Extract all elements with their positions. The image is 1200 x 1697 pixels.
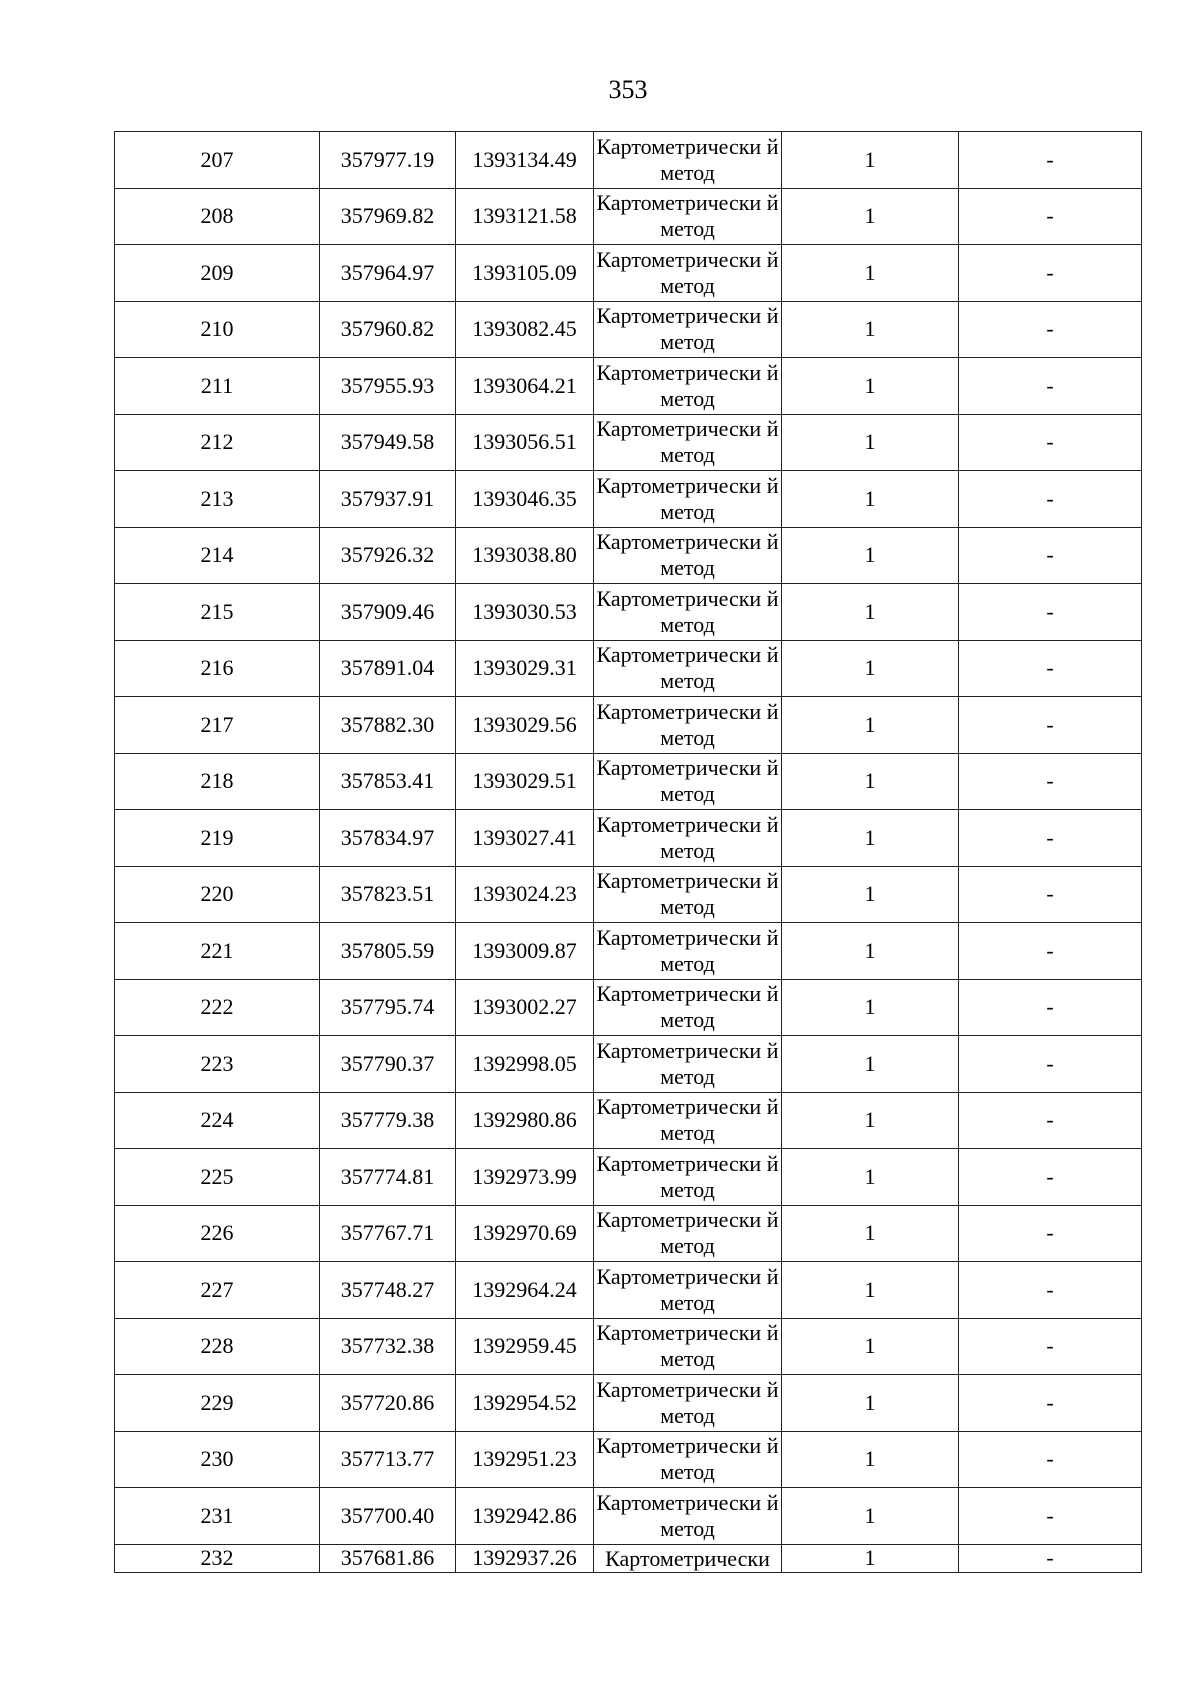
table-row	[115, 697, 1142, 754]
method-cell: Картометрически й метод	[594, 1488, 782, 1545]
x-coordinate-cell: 357891.04	[320, 640, 456, 697]
table-row	[115, 1544, 1142, 1572]
point-number-cell: 209	[115, 245, 320, 302]
note-cell: -	[959, 584, 1142, 641]
x-coordinate-cell: 357949.58	[320, 414, 456, 471]
table-row	[115, 923, 1142, 980]
table-row	[115, 188, 1142, 245]
y-coordinate-cell: 1392959.45	[456, 1318, 594, 1375]
note-cell: -	[959, 301, 1142, 358]
y-coordinate-cell: 1393029.56	[456, 697, 594, 754]
accuracy-cell: 1	[782, 1318, 959, 1375]
method-cell: Картометрически й метод	[594, 188, 782, 245]
x-coordinate-cell: 357955.93	[320, 358, 456, 415]
method-cell: Картометрически й метод	[594, 640, 782, 697]
table-row	[115, 471, 1142, 528]
point-number-cell: 220	[115, 866, 320, 923]
table-row	[115, 1149, 1142, 1206]
x-coordinate-cell: 357748.27	[320, 1262, 456, 1319]
accuracy-cell: 1	[782, 1375, 959, 1432]
note-cell: -	[959, 1431, 1142, 1488]
y-coordinate-cell: 1392973.99	[456, 1149, 594, 1206]
note-cell: -	[959, 1036, 1142, 1093]
y-coordinate-cell: 1392980.86	[456, 1092, 594, 1149]
method-cell: Картометрически й метод	[594, 1431, 782, 1488]
accuracy-cell: 1	[782, 810, 959, 867]
point-number-cell: 221	[115, 923, 320, 980]
accuracy-cell: 1	[782, 132, 959, 189]
point-number-cell: 215	[115, 584, 320, 641]
note-cell: -	[959, 1262, 1142, 1319]
method-cell: Картометрически й метод	[594, 584, 782, 641]
x-coordinate-cell: 357774.81	[320, 1149, 456, 1206]
point-number-cell: 217	[115, 697, 320, 754]
accuracy-cell: 1	[782, 584, 959, 641]
note-cell: -	[959, 697, 1142, 754]
table-row	[115, 1431, 1142, 1488]
y-coordinate-cell: 1393030.53	[456, 584, 594, 641]
accuracy-cell: 1	[782, 640, 959, 697]
y-coordinate-cell: 1392942.86	[456, 1488, 594, 1545]
accuracy-cell: 1	[782, 1149, 959, 1206]
y-coordinate-cell: 1393029.51	[456, 753, 594, 810]
table-row	[115, 979, 1142, 1036]
point-number-cell: 219	[115, 810, 320, 867]
note-cell: -	[959, 923, 1142, 980]
y-coordinate-cell: 1393105.09	[456, 245, 594, 302]
x-coordinate-cell: 357977.19	[320, 132, 456, 189]
table-row	[115, 358, 1142, 415]
table-row	[115, 1036, 1142, 1093]
x-coordinate-cell: 357713.77	[320, 1431, 456, 1488]
point-number-cell: 224	[115, 1092, 320, 1149]
accuracy-cell: 1	[782, 245, 959, 302]
point-number-cell: 226	[115, 1205, 320, 1262]
note-cell: -	[959, 1092, 1142, 1149]
method-cell: Картометрически й метод	[594, 1318, 782, 1375]
point-number-cell: 228	[115, 1318, 320, 1375]
coordinates-table	[114, 131, 1142, 1573]
accuracy-cell: 1	[782, 471, 959, 528]
table-row	[115, 1262, 1142, 1319]
x-coordinate-cell: 357926.32	[320, 527, 456, 584]
method-cell: Картометрически й метод	[594, 810, 782, 867]
note-cell: -	[959, 1488, 1142, 1545]
y-coordinate-cell: 1392937.26	[456, 1544, 594, 1572]
y-coordinate-cell: 1392964.24	[456, 1262, 594, 1319]
x-coordinate-cell: 357964.97	[320, 245, 456, 302]
x-coordinate-cell: 357823.51	[320, 866, 456, 923]
y-coordinate-cell: 1393024.23	[456, 866, 594, 923]
y-coordinate-cell: 1393027.41	[456, 810, 594, 867]
point-number-cell: 207	[115, 132, 320, 189]
y-coordinate-cell: 1393082.45	[456, 301, 594, 358]
accuracy-cell: 1	[782, 1092, 959, 1149]
accuracy-cell: 1	[782, 753, 959, 810]
x-coordinate-cell: 357960.82	[320, 301, 456, 358]
method-cell: Картометрически й метод	[594, 471, 782, 528]
note-cell: -	[959, 188, 1142, 245]
accuracy-cell: 1	[782, 1431, 959, 1488]
method-cell: Картометрически й метод	[594, 1036, 782, 1093]
table-row	[115, 414, 1142, 471]
y-coordinate-cell: 1393038.80	[456, 527, 594, 584]
accuracy-cell: 1	[782, 1488, 959, 1545]
point-number-cell: 232	[115, 1544, 320, 1572]
y-coordinate-cell: 1393046.35	[456, 471, 594, 528]
accuracy-cell: 1	[782, 1036, 959, 1093]
point-number-cell: 227	[115, 1262, 320, 1319]
table-row	[115, 1375, 1142, 1432]
method-cell: Картометрически й метод	[594, 1262, 782, 1319]
table-row	[115, 301, 1142, 358]
table-row	[115, 1488, 1142, 1545]
note-cell: -	[959, 810, 1142, 867]
x-coordinate-cell: 357909.46	[320, 584, 456, 641]
table-row	[115, 584, 1142, 641]
method-cell: Картометрически й метод	[594, 923, 782, 980]
accuracy-cell: 1	[782, 697, 959, 754]
y-coordinate-cell: 1393121.58	[456, 188, 594, 245]
table-row	[115, 753, 1142, 810]
y-coordinate-cell: 1392970.69	[456, 1205, 594, 1262]
accuracy-cell: 1	[782, 188, 959, 245]
note-cell: -	[959, 358, 1142, 415]
method-cell: Картометрически й метод	[594, 1375, 782, 1432]
x-coordinate-cell: 357779.38	[320, 1092, 456, 1149]
point-number-cell: 214	[115, 527, 320, 584]
note-cell: -	[959, 1318, 1142, 1375]
x-coordinate-cell: 357767.71	[320, 1205, 456, 1262]
accuracy-cell: 1	[782, 358, 959, 415]
method-cell: Картометрически й метод	[594, 245, 782, 302]
point-number-cell: 229	[115, 1375, 320, 1432]
method-cell: Картометрически й метод	[594, 301, 782, 358]
x-coordinate-cell: 357853.41	[320, 753, 456, 810]
table-row	[115, 640, 1142, 697]
method-cell: Картометрически й метод	[594, 1149, 782, 1206]
table-row	[115, 1318, 1142, 1375]
note-cell: -	[959, 132, 1142, 189]
method-cell: Картометрически й метод	[594, 527, 782, 584]
x-coordinate-cell: 357720.86	[320, 1375, 456, 1432]
method-cell: Картометрически й метод	[594, 132, 782, 189]
x-coordinate-cell: 357969.82	[320, 188, 456, 245]
accuracy-cell: 1	[782, 923, 959, 980]
method-cell: Картометрически й метод	[594, 866, 782, 923]
y-coordinate-cell: 1393002.27	[456, 979, 594, 1036]
method-cell: Картометрически й метод	[594, 753, 782, 810]
accuracy-cell: 1	[782, 414, 959, 471]
point-number-cell: 222	[115, 979, 320, 1036]
note-cell: -	[959, 1375, 1142, 1432]
point-number-cell: 231	[115, 1488, 320, 1545]
table-body	[115, 132, 1142, 1573]
point-number-cell: 230	[115, 1431, 320, 1488]
note-cell: -	[959, 1205, 1142, 1262]
x-coordinate-cell: 357790.37	[320, 1036, 456, 1093]
x-coordinate-cell: 357700.40	[320, 1488, 456, 1545]
note-cell: -	[959, 753, 1142, 810]
point-number-cell: 208	[115, 188, 320, 245]
page-number: 353	[608, 75, 648, 104]
y-coordinate-cell: 1392998.05	[456, 1036, 594, 1093]
accuracy-cell: 1	[782, 1205, 959, 1262]
point-number-cell: 225	[115, 1149, 320, 1206]
note-cell: -	[959, 1149, 1142, 1206]
y-coordinate-cell: 1393064.21	[456, 358, 594, 415]
point-number-cell: 212	[115, 414, 320, 471]
x-coordinate-cell: 357805.59	[320, 923, 456, 980]
table-row	[115, 527, 1142, 584]
y-coordinate-cell: 1393029.31	[456, 640, 594, 697]
note-cell: -	[959, 1544, 1142, 1572]
method-cell: Картометрически	[594, 1544, 782, 1572]
accuracy-cell: 1	[782, 866, 959, 923]
table-row	[115, 132, 1142, 189]
note-cell: -	[959, 471, 1142, 528]
note-cell: -	[959, 979, 1142, 1036]
table-row	[115, 1205, 1142, 1262]
method-cell: Картометрически й метод	[594, 1205, 782, 1262]
table-row	[115, 810, 1142, 867]
x-coordinate-cell: 357681.86	[320, 1544, 456, 1572]
method-cell: Картометрически й метод	[594, 979, 782, 1036]
method-cell: Картометрически й метод	[594, 414, 782, 471]
note-cell: -	[959, 866, 1142, 923]
table-row	[115, 1092, 1142, 1149]
x-coordinate-cell: 357834.97	[320, 810, 456, 867]
table-row	[115, 866, 1142, 923]
x-coordinate-cell: 357795.74	[320, 979, 456, 1036]
x-coordinate-cell: 357732.38	[320, 1318, 456, 1375]
accuracy-cell: 1	[782, 979, 959, 1036]
accuracy-cell: 1	[782, 1262, 959, 1319]
y-coordinate-cell: 1392954.52	[456, 1375, 594, 1432]
point-number-cell: 213	[115, 471, 320, 528]
note-cell: -	[959, 245, 1142, 302]
note-cell: -	[959, 640, 1142, 697]
accuracy-cell: 1	[782, 1544, 959, 1572]
table-row	[115, 245, 1142, 302]
note-cell: -	[959, 414, 1142, 471]
method-cell: Картометрически й метод	[594, 697, 782, 754]
y-coordinate-cell: 1393134.49	[456, 132, 594, 189]
accuracy-cell: 1	[782, 301, 959, 358]
accuracy-cell: 1	[782, 527, 959, 584]
point-number-cell: 211	[115, 358, 320, 415]
point-number-cell: 223	[115, 1036, 320, 1093]
point-number-cell: 218	[115, 753, 320, 810]
point-number-cell: 210	[115, 301, 320, 358]
note-cell: -	[959, 527, 1142, 584]
x-coordinate-cell: 357882.30	[320, 697, 456, 754]
method-cell: Картометрически й метод	[594, 1092, 782, 1149]
method-cell: Картометрически й метод	[594, 358, 782, 415]
y-coordinate-cell: 1392951.23	[456, 1431, 594, 1488]
point-number-cell: 216	[115, 640, 320, 697]
x-coordinate-cell: 357937.91	[320, 471, 456, 528]
y-coordinate-cell: 1393009.87	[456, 923, 594, 980]
y-coordinate-cell: 1393056.51	[456, 414, 594, 471]
